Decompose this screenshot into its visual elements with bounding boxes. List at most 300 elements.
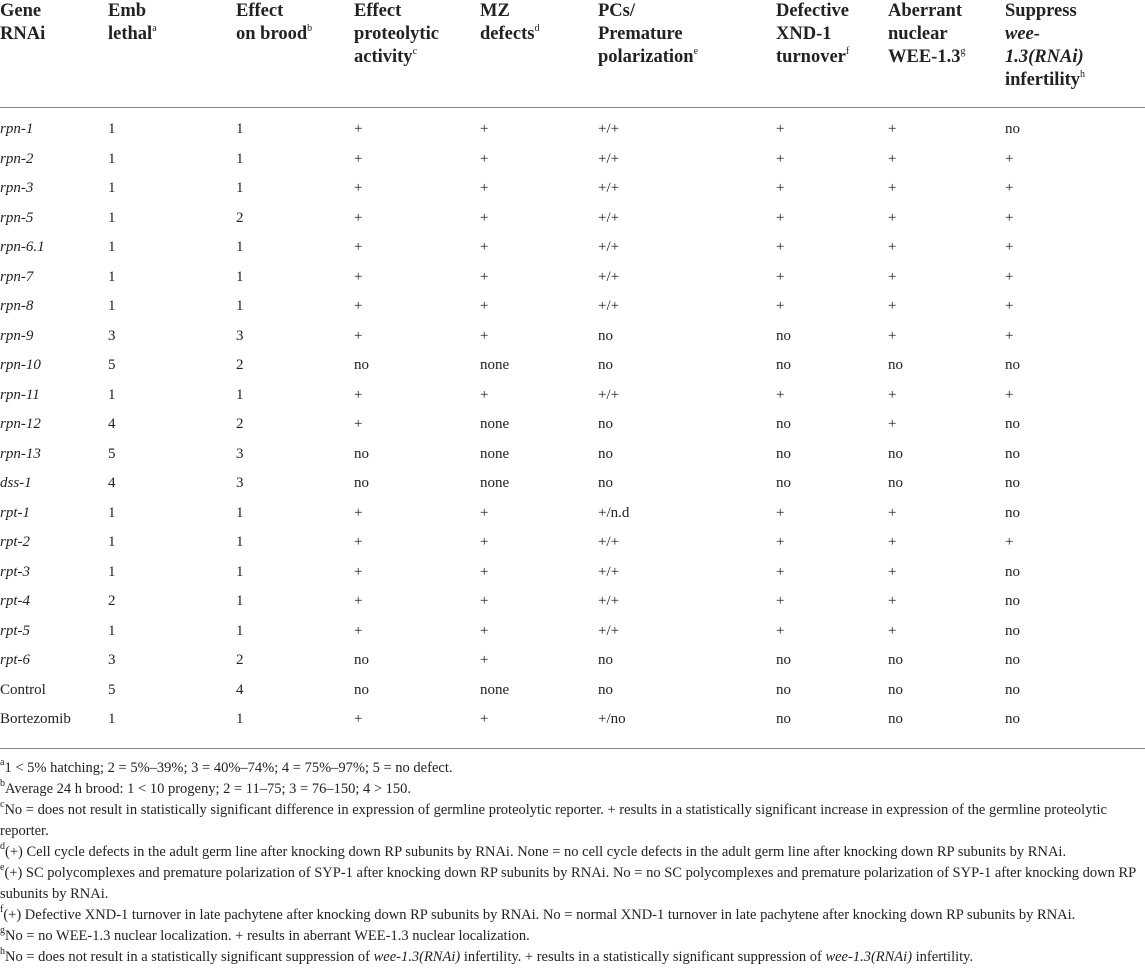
gene-cell: rpn-8 [0,298,34,314]
column-header-line [354,46,439,69]
table-row [0,146,1145,176]
value-cell: + [888,121,897,137]
column-header-line [108,0,157,23]
value-cell: 1 [236,268,244,285]
value-cell: + [480,622,489,639]
column-header-4 [480,0,539,46]
gene-cell: rpt-3 [0,563,30,580]
column-header-line [0,0,45,23]
column-header-5 [598,0,698,69]
table-row [0,559,1145,589]
value-cell: 1 [236,504,244,521]
value-cell: +/+ [598,150,620,167]
footnote-text: Average 24 h brood: 1 < 10 progeny; 2 = 11–75; 3 = 76–150; 4 > 150. [5,781,412,797]
value-cell: no [598,652,613,668]
value-cell: 1 [108,180,116,196]
value-cell: + [1005,209,1014,226]
value-cell: + [480,386,489,403]
value-cell: + [354,239,363,255]
value-cell: + [354,534,363,550]
column-header-2 [236,0,312,46]
column-header-7 [888,0,965,69]
value-cell: + [354,622,363,639]
value-cell: + [480,711,489,727]
value-cell: + [354,298,363,314]
value-cell: 1 [236,534,244,550]
table-row [0,647,1145,677]
column-header-line [236,23,312,46]
value-cell: 4 [108,416,116,432]
value-cell: +/no [598,711,626,727]
value-cell: + [354,268,363,285]
table-row [0,588,1145,618]
value-cell: +/+ [598,386,620,403]
value-cell: no [1005,504,1020,521]
value-cell: + [888,593,897,609]
value-cell: + [776,298,785,314]
footnote-text: No = does not result in a statistically significant suppression of [5,949,374,965]
value-cell: 5 [108,357,116,373]
value-cell: 1 [108,711,116,727]
value-cell: 2 [236,416,244,432]
footnote-text: No = does not result in statistically significant difference in expression of germline proteolytic reporter. + results in a statistically significant increase in expression of the germline proteolytic reporter. [0,802,1107,839]
value-cell: + [354,593,363,609]
value-cell: 1 [108,298,116,314]
value-cell: + [1005,386,1014,403]
value-cell: 1 [236,121,244,137]
value-cell: + [888,504,897,521]
value-cell: no [888,711,903,727]
value-cell: no [776,711,791,727]
value-cell: + [776,534,785,550]
gene-cell: rpt-4 [0,593,30,609]
value-cell: 1 [236,239,244,255]
value-cell: 1 [108,121,116,137]
value-cell: 5 [108,445,116,462]
value-cell: no [598,327,613,344]
value-cell: 3 [236,445,244,462]
footnote-text: infertility. + results in a statistically significant suppression of [460,949,826,965]
value-cell: no [354,357,369,373]
value-cell: +/n.d [598,504,630,521]
header-text: nuclear [888,24,948,44]
header-text: WEE-1.3 [888,47,961,67]
value-cell: no [888,681,903,698]
value-cell: + [354,327,363,344]
footnote-g [0,926,1145,947]
gene-cell: rpn-10 [0,357,41,373]
header-text: Effect [354,1,402,21]
value-cell: + [776,622,785,639]
footnote-text: (+) Defective XND-1 turnover in late pachytene after knocking down RP subunits by RNAi. No = normal XND-1 turnover in late pachytene after knocking down RP subunits by RNAi. [3,907,1076,923]
value-cell: + [480,180,489,196]
value-cell: + [776,386,785,403]
footnote-f [0,905,1145,926]
footnote-h [0,947,1145,968]
table-row [0,323,1145,353]
value-cell: no [598,357,613,373]
value-cell: no [888,357,903,373]
value-cell: none [480,357,510,373]
value-cell: 1 [108,209,116,226]
value-cell: + [354,563,363,580]
value-cell: + [480,504,489,521]
table-row [0,529,1145,559]
value-cell: + [776,593,785,609]
column-header-line [776,0,849,23]
footnote-marker: f [0,904,4,916]
value-cell: no [598,416,613,432]
value-cell: + [354,121,363,137]
value-cell: +/+ [598,268,620,285]
value-cell: 3 [236,475,244,491]
value-cell: 1 [108,563,116,580]
column-header-line [1005,46,1085,69]
value-cell: none [480,445,510,462]
value-cell: + [888,150,897,167]
table-body [0,116,1145,736]
column-header-1 [108,0,157,46]
value-cell: + [888,180,897,196]
value-cell: 1 [236,622,244,639]
value-cell: + [776,268,785,285]
value-cell: + [776,209,785,226]
value-cell: + [888,416,897,432]
header-text: XND-1 [776,24,832,44]
value-cell: no [776,445,791,462]
value-cell: +/+ [598,563,620,580]
footnote-marker: b [307,22,313,34]
header-text: turnover [776,47,846,67]
value-cell: no [776,652,791,668]
table-row [0,175,1145,205]
column-header-line [888,0,965,23]
value-cell: + [888,298,897,314]
gene-cell: rpt-6 [0,652,30,668]
value-cell: none [480,475,510,491]
footnote-marker: e [693,45,699,57]
header-text: Gene [0,1,42,21]
column-header-line [888,46,965,69]
value-cell: 1 [108,150,116,167]
value-cell: 2 [236,652,244,668]
table-row [0,500,1145,530]
value-cell: + [480,268,489,285]
table-row [0,205,1145,235]
value-cell: no [354,475,369,491]
header-text: defects [480,24,535,44]
footnote-marker: c [0,799,5,811]
column-header-line [776,46,849,69]
header-text: MZ [480,1,510,21]
value-cell: + [480,652,489,668]
header-text: Emb [108,1,147,21]
value-cell: +/+ [598,239,620,255]
value-cell: 1 [236,593,244,609]
column-header-line [776,23,849,46]
value-cell: no [1005,652,1020,668]
value-cell: + [888,209,897,226]
footnote-text: wee-1.3(RNAi) [373,949,461,965]
gene-cell: rpn-7 [0,268,34,285]
table-row [0,293,1145,323]
value-cell: 1 [108,239,116,255]
column-header-6 [776,0,849,69]
footnote-b [0,779,1145,800]
footnote-marker: a [152,22,157,34]
value-cell: 1 [108,386,116,403]
gene-cell: rpt-2 [0,534,30,550]
value-cell: + [776,239,785,255]
gene-cell: rpn-13 [0,445,41,462]
value-cell: no [1005,681,1020,698]
gene-cell: rpn-6.1 [0,239,45,255]
table-row [0,382,1145,412]
value-cell: + [480,150,489,167]
value-cell: no [776,327,791,344]
table-bottom-rule [0,748,1145,749]
value-cell: +/+ [598,180,620,196]
value-cell: 1 [236,563,244,580]
value-cell: no [1005,121,1020,137]
value-cell: 2 [236,357,244,373]
value-cell: no [1005,416,1020,432]
gene-cell: Control [0,681,46,698]
header-text: wee- [1005,24,1040,44]
column-header-0 [0,0,45,46]
header-text: 1.3(RNAi) [1005,47,1084,67]
footnote-marker: c [412,45,418,57]
gene-cell: rpt-5 [0,622,30,639]
header-text: lethal [108,24,153,44]
value-cell: + [888,534,897,550]
value-cell: no [776,475,791,491]
footnote-e [0,863,1145,905]
value-cell: 4 [236,681,244,698]
gene-cell: rpn-5 [0,209,34,226]
value-cell: no [598,475,613,491]
column-header-line [598,23,698,46]
footnote-marker: g [0,925,5,937]
table-row [0,618,1145,648]
footnote-text: 1 < 5% hatching; 2 = 5%–39%; 3 = 40%–74%; 4 = 75%–97%; 5 = no defect. [4,760,453,776]
value-cell: + [888,622,897,639]
value-cell: +/+ [598,298,620,314]
value-cell: no [1005,475,1020,491]
value-cell: + [480,121,489,137]
header-text: Suppress [1005,1,1077,21]
value-cell: + [776,180,785,196]
header-text: Defective [776,1,849,21]
value-cell: no [776,681,791,698]
value-cell: + [1005,534,1014,550]
value-cell: + [480,298,489,314]
value-cell: + [776,150,785,167]
value-cell: + [888,563,897,580]
value-cell: + [1005,268,1014,285]
header-text: PCs/ [598,1,635,21]
value-cell: + [354,504,363,521]
footnote-text: wee-1.3(RNAi) [825,949,913,965]
value-cell: 1 [108,268,116,285]
value-cell: no [354,681,369,698]
header-text: Effect [236,1,284,21]
value-cell: + [888,327,897,344]
value-cell: + [480,239,489,255]
value-cell: + [888,239,897,255]
gene-cell: rpn-1 [0,121,34,137]
footnote-text: No = no WEE-1.3 nuclear localization. + results in aberrant WEE-1.3 nuclear localization. [5,928,530,944]
value-cell: no [888,445,903,462]
column-header-line [1005,0,1085,23]
value-cell: + [1005,327,1014,344]
gene-cell: rpn-3 [0,180,34,196]
value-cell: 2 [236,209,244,226]
value-cell: no [888,475,903,491]
value-cell: none [480,681,510,698]
footnote-marker: g [960,45,966,57]
footnote-marker: d [534,22,540,34]
header-text: polarization [598,47,694,67]
gene-cell: rpn-12 [0,416,41,432]
column-header-line [598,46,698,69]
value-cell: no [354,652,369,668]
table-row [0,706,1145,736]
column-header-line [888,23,965,46]
value-cell: no [598,445,613,462]
column-header-line [1005,23,1085,46]
value-cell: 1 [236,298,244,314]
footnote-c [0,800,1145,842]
value-cell: + [776,504,785,521]
gene-cell: rpn-2 [0,150,34,167]
value-cell: + [354,209,363,226]
value-cell: 1 [236,386,244,403]
gene-cell: rpn-11 [0,386,40,403]
value-cell: no [1005,563,1020,580]
header-text: Aberrant [888,1,962,21]
header-text: RNAi [0,24,46,44]
header-text: Premature [598,24,683,44]
column-header-line [480,23,539,46]
footnote-marker: f [845,45,850,57]
header-text: proteolytic [354,24,439,44]
footnote-text: (+) SC polycomplexes and premature polarization of SYP-1 after knocking down RP subunits by RNAi. No = no SC polycomplexes and premature polarization of SYP-1 after knocking down RP subunits by RNAi. [0,865,1136,902]
gene-cell: dss-1 [0,475,32,491]
value-cell: + [480,563,489,580]
value-cell: + [354,416,363,432]
table-row [0,470,1145,500]
header-text: infertility [1005,70,1081,90]
value-cell: 1 [108,534,116,550]
footnote-a [0,758,1145,779]
column-header-line [0,23,45,46]
value-cell: + [1005,298,1014,314]
table-row [0,352,1145,382]
value-cell: + [1005,180,1014,196]
value-cell: +/+ [598,534,620,550]
column-header-line [1005,69,1085,92]
value-cell: 2 [108,593,116,609]
value-cell: no [888,652,903,668]
value-cell: + [480,534,489,550]
value-cell: no [776,416,791,432]
value-cell: + [1005,150,1014,167]
value-cell: 5 [108,681,116,698]
footnote-marker: h [0,946,5,958]
value-cell: 3 [236,327,244,344]
footnote-text: infertility. [912,949,974,965]
footnote-text: (+) Cell cycle defects in the adult germ line after knocking down RP subunits by RNAi. None = no cell cycle defects in the adult germ line after knocking down RP subunits by RNAi. [5,844,1067,860]
table-row [0,411,1145,441]
value-cell: no [598,681,613,698]
value-cell: + [354,150,363,167]
value-cell: + [888,268,897,285]
column-header-3 [354,0,439,69]
value-cell: + [480,327,489,344]
gene-cell: rpn-9 [0,327,34,344]
header-text: on brood [236,24,308,44]
value-cell: + [776,563,785,580]
value-cell: + [776,121,785,137]
column-header-8 [1005,0,1085,92]
header-text: activity [354,47,413,67]
footnotes [0,758,1145,968]
table-row [0,441,1145,471]
value-cell: + [354,180,363,196]
footnote-d [0,842,1145,863]
value-cell: 1 [108,622,116,639]
footnote-marker: a [0,757,5,769]
footnote-marker: d [0,841,5,853]
value-cell: 1 [236,150,244,167]
column-header-line [480,0,539,23]
column-header-line [354,0,439,23]
value-cell: 3 [108,327,116,344]
value-cell: no [1005,711,1020,727]
column-header-line [108,23,157,46]
value-cell: no [1005,622,1020,639]
table-row [0,264,1145,294]
gene-cell: rpt-1 [0,504,30,521]
value-cell: none [480,416,510,432]
value-cell: 1 [236,711,244,727]
value-cell: 3 [108,652,116,668]
value-cell: + [480,593,489,609]
gene-cell: Bortezomib [0,711,71,727]
table-row [0,677,1145,707]
table-row [0,234,1145,264]
column-header-line [236,0,312,23]
footnote-marker: e [0,862,5,874]
table-row [0,116,1145,146]
value-cell: + [354,386,363,403]
value-cell: no [1005,445,1020,462]
value-cell: no [776,357,791,373]
value-cell: 1 [236,180,244,196]
value-cell: + [888,386,897,403]
table-header [0,0,1145,108]
value-cell: no [1005,593,1020,609]
value-cell: + [480,209,489,226]
value-cell: no [1005,357,1020,373]
value-cell: no [354,445,369,462]
footnote-marker: h [1080,68,1086,80]
value-cell: +/+ [598,121,620,137]
value-cell: + [1005,239,1014,255]
value-cell: +/+ [598,209,620,226]
value-cell: 4 [108,475,116,491]
